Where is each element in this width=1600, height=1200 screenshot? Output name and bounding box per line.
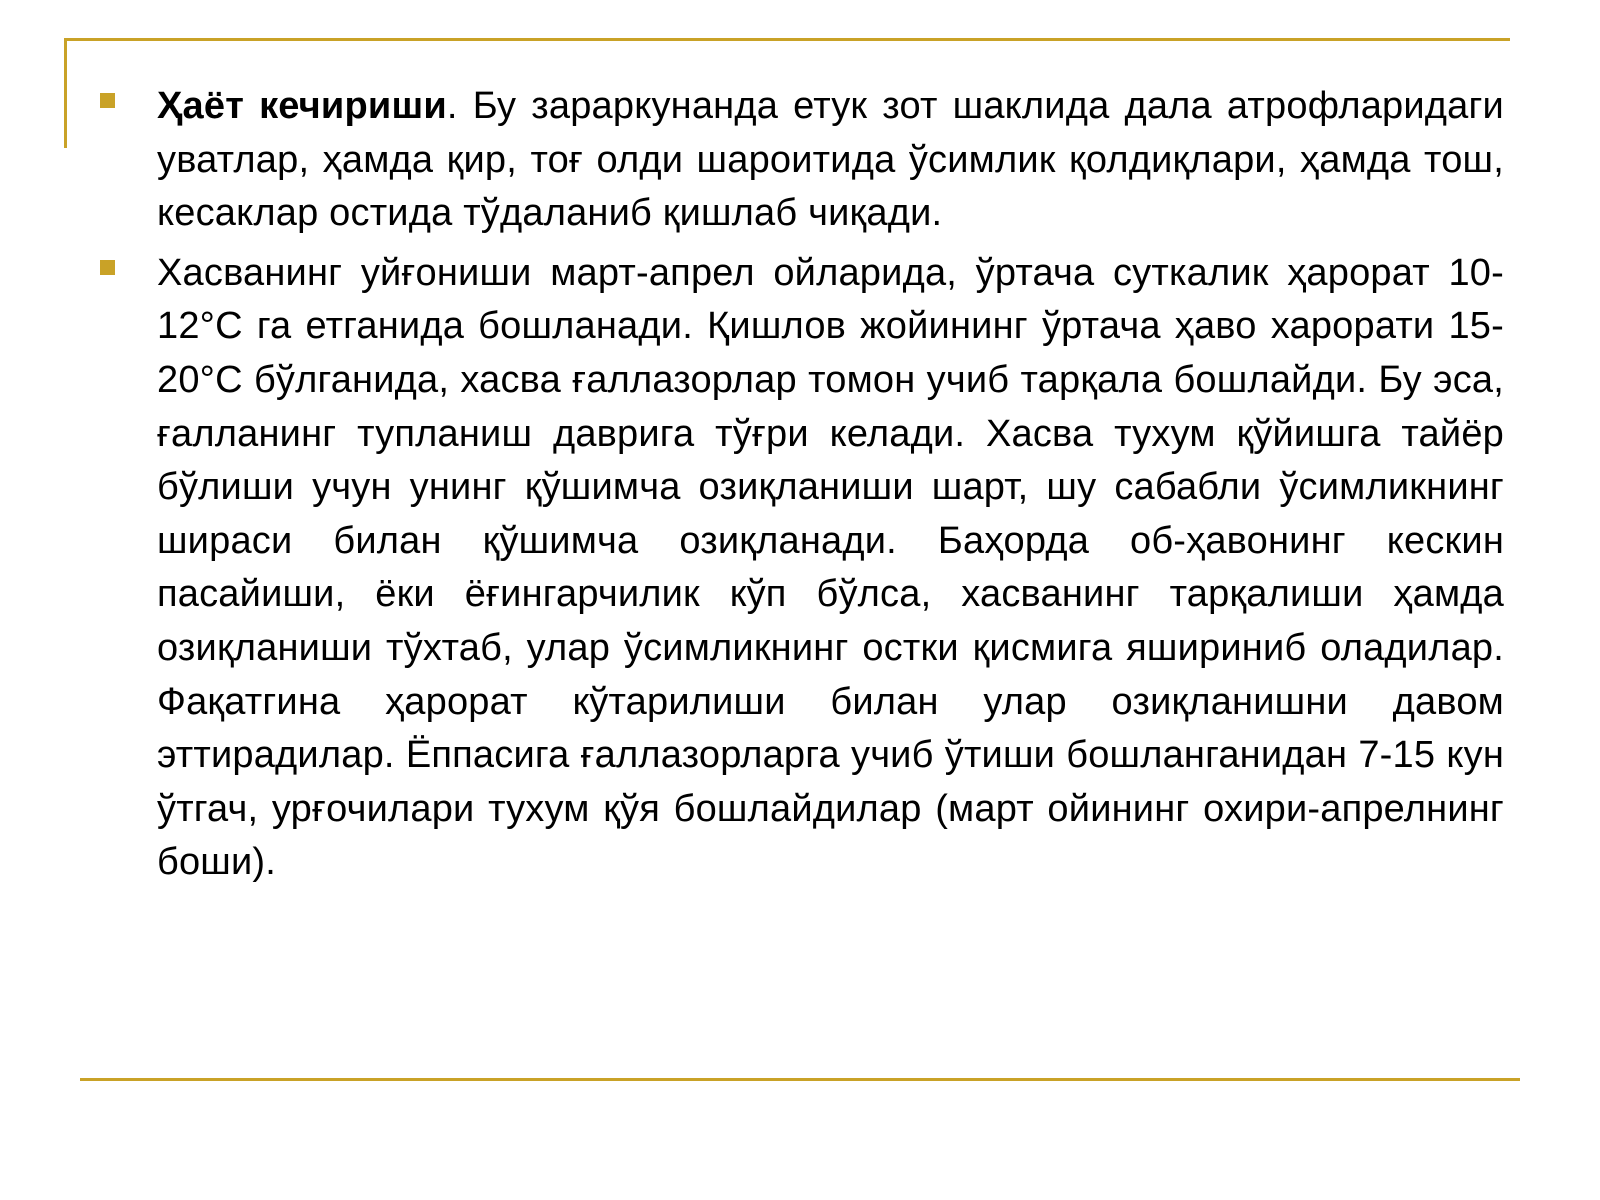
top-divider-line (66, 38, 1510, 41)
square-bullet-icon (100, 93, 115, 108)
slide-content (96, 80, 1504, 896)
paragraph-body: . Бу зараркунанда етук зот шаклида дала атрофларидаги уватлар, ҳамда қир, тоғ олди шароитида ўсимлик қолдиқлари, ҳамда тош, кесаклар остида тўдаланиб қишлаб чиқади. (157, 85, 1504, 235)
left-divider-line (64, 38, 67, 148)
paragraph-life-cycle (157, 80, 1504, 241)
square-bullet-icon (100, 260, 115, 275)
bullet-item-life-cycle (96, 80, 1504, 241)
bullet-item-awakening (96, 247, 1504, 890)
bottom-divider-line (80, 1078, 1520, 1081)
paragraph-awakening: Хасванинг уйғониши март-апрел ойларида, ўртача суткалик ҳарорат 10-12°С га етганида бошланади. Қишлов жойининг ўртача ҳаво харорати 15-20°С бўлганида, хасва ғаллазорлар томон учиб тарқала бошлайди. Бу эса, ғалланинг тупланиш даврига тўғри келади. Хасва тухум қўйишга тайёр бўлиши учун унинг қўшимча озиқланиши шарт, шу сабабли ўсимликнинг шираси билан қўшимча озиқланади. Баҳорда об-ҳавонинг кескин пасайиши, ёки ёғингарчилик кўп бўлса, хасванинг тарқалиши ҳамда озиқланиши тўхтаб, улар ўсимликнинг остки қисмига яшириниб оладилар. Фақатгина ҳарорат кўтарилиши билан улар озиқланишни давом эттирадилар. Ёппасига ғаллазорларга учиб ўтиши бошланганидан 7-15 кун ўтгач, урғочилари тухум қўя бошлайдилар (март ойининг охири-апрелнинг боши). (157, 251, 1504, 884)
paragraph-lead-bold: Ҳаёт кечириши (157, 85, 447, 127)
